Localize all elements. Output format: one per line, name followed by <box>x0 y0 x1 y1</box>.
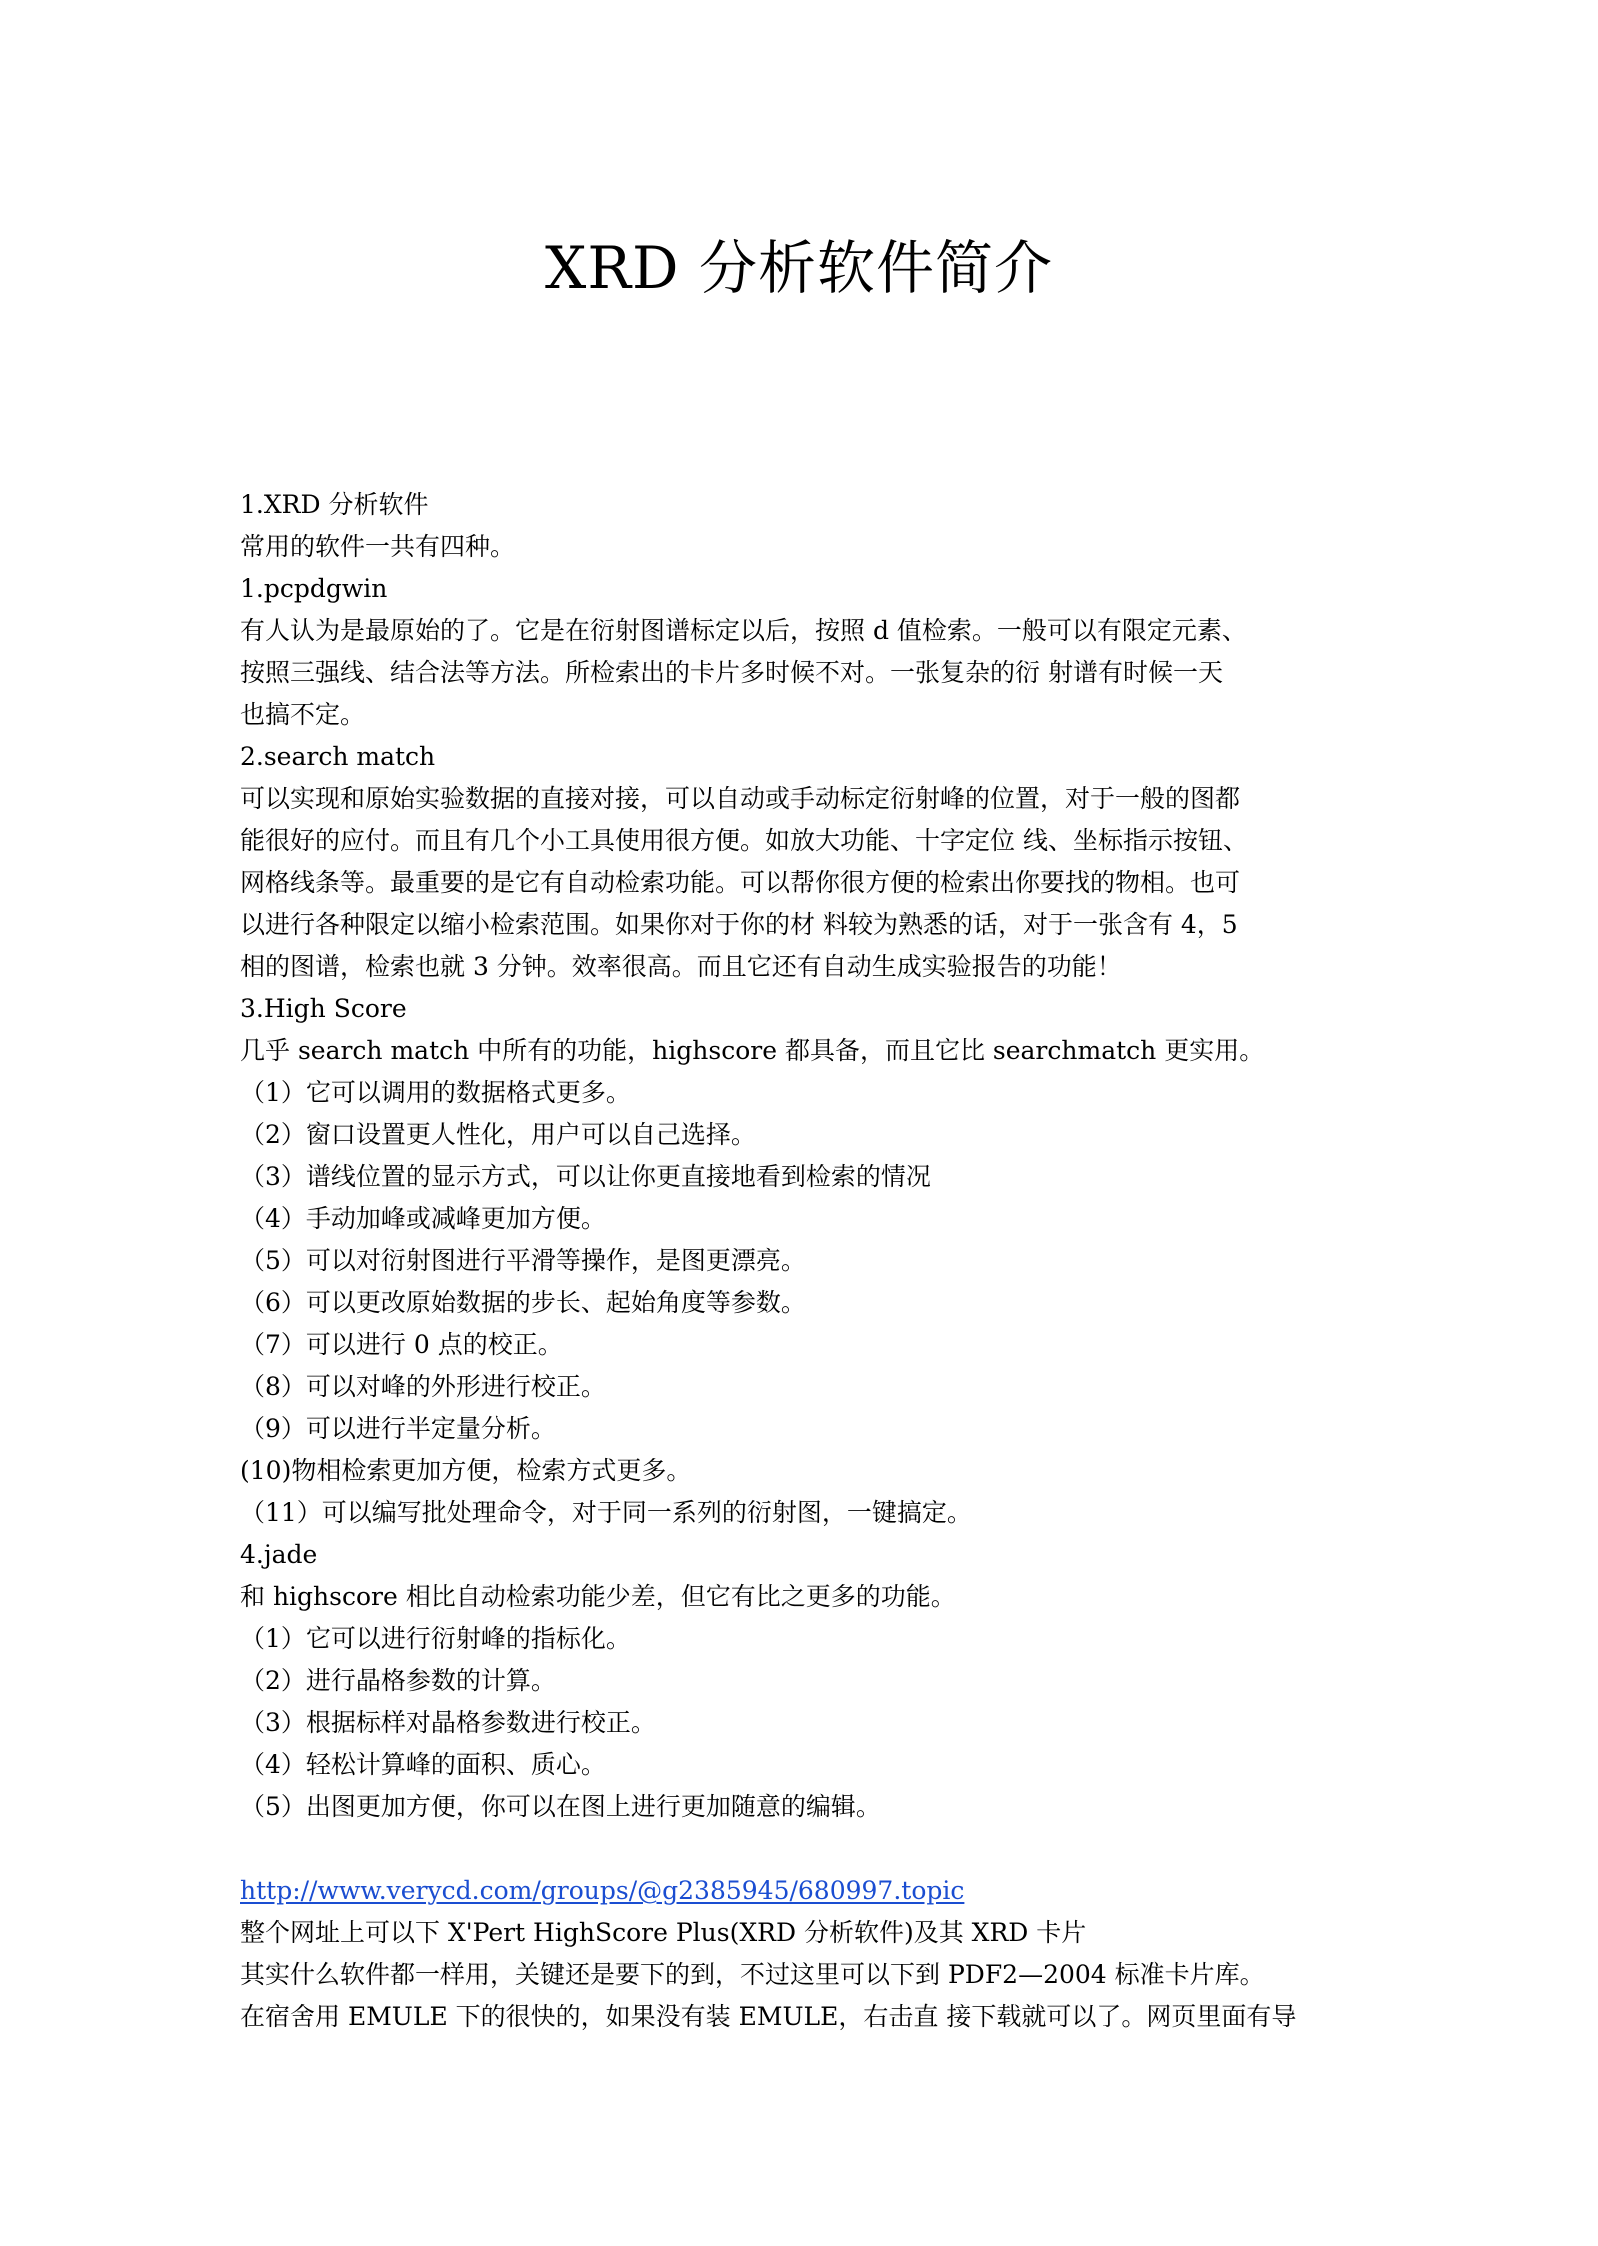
paragraph-line: 几乎 search match 中所有的功能，highscore 都具备，而且它比 searchmatch 更实用。 <box>240 1036 1265 1065</box>
software-heading-pcpdgwin: 1.pcpdgwin <box>240 574 388 603</box>
paragraph-line: 可以实现和原始实验数据的直接对接，可以自动或手动标定衍射峰的位置，对于一般的图都 <box>240 784 1241 813</box>
paragraph-line: 能很好的应付。而且有几个小工具使用很方便。如放大功能、十字定位 线、坐标指示按钮、 <box>240 826 1248 855</box>
list-item: （8）可以对峰的外形进行校正。 <box>240 1372 606 1401</box>
list-item: （4）轻松计算峰的面积、质心。 <box>240 1750 606 1779</box>
list-item: （7）可以进行 0 点的校正。 <box>240 1330 563 1359</box>
list-item: （3）谱线位置的显示方式，可以让你更直接地看到检索的情况 <box>240 1162 931 1191</box>
list-item: （11）可以编写批处理命令，对于同一系列的衍射图，一键搞定。 <box>240 1498 972 1527</box>
blank-line <box>240 1828 1360 1870</box>
list-item: （5）出图更加方便，你可以在图上进行更加随意的编辑。 <box>240 1792 881 1821</box>
document-body <box>240 484 1360 2038</box>
closing-line: 其实什么软件都一样用，关键还是要下的到，不过这里可以下到 PDF2—2004 标准卡片库。 <box>240 1960 1265 1989</box>
closing-line: 整个网址上可以下 X'Pert HighScore Plus(XRD 分析软件)及其 XRD 卡片 <box>240 1918 1087 1947</box>
software-heading-search-match: 2.search match <box>240 742 436 771</box>
paragraph-line: 相的图谱，检索也就 3 分钟。效率很高。而且它还有自动生成实验报告的功能！ <box>240 952 1122 981</box>
list-item: （5）可以对衍射图进行平滑等操作，是图更漂亮。 <box>240 1246 806 1275</box>
section-heading: 1.XRD 分析软件 <box>240 490 429 519</box>
paragraph-line: 网格线条等。最重要的是它有自动检索功能。可以帮你很方便的检索出你要找的物相。也可 <box>240 868 1241 897</box>
software-heading-jade: 4.jade <box>240 1540 318 1569</box>
intro-text: 常用的软件一共有四种。 <box>240 532 516 561</box>
list-item: （4）手动加峰或减峰更加方便。 <box>240 1204 606 1233</box>
list-item: （3）根据标样对晶格参数进行校正。 <box>240 1708 656 1737</box>
list-item: （1）它可以进行衍射峰的指标化。 <box>240 1624 631 1653</box>
list-item: （9）可以进行半定量分析。 <box>240 1414 556 1443</box>
list-item: （2）窗口设置更人性化，用户可以自己选择。 <box>240 1120 756 1149</box>
list-item: (10)物相检索更加方便，检索方式更多。 <box>240 1456 692 1485</box>
closing-line: 在宿舍用 EMULE 下的很快的，如果没有装 EMULE，右击直 接下载就可以了。网页里面有导 <box>240 2002 1297 2031</box>
software-heading-high-score: 3.High Score <box>240 994 407 1023</box>
page-title: XRD 分析软件简介 <box>545 234 1053 302</box>
list-item: （6）可以更改原始数据的步长、起始角度等参数。 <box>240 1288 806 1317</box>
paragraph-line: 和 highscore 相比自动检索功能少差，但它有比之更多的功能。 <box>240 1582 956 1611</box>
paragraph-line: 按照三强线、结合法等方法。所检索出的卡片多时候不对。一张复杂的衍 射谱有时候一天 <box>240 658 1223 687</box>
list-item: （2）进行晶格参数的计算。 <box>240 1666 556 1695</box>
paragraph-line: 以进行各种限定以缩小检索范围。如果你对于你的材 料较为熟悉的话，对于一张含有 4，5 <box>240 910 1238 939</box>
download-link-line <box>240 1870 1360 1912</box>
paragraph-line: 也搞不定。 <box>240 700 366 729</box>
list-item: （1）它可以调用的数据格式更多。 <box>240 1078 631 1107</box>
download-link[interactable]: http://www.verycd.com/groups/@g2385945/680997.topic <box>240 1876 965 1905</box>
paragraph-line: 有人认为是最原始的了。它是在衍射图谱标定以后，按照 d 值检索。一般可以有限定元素、 <box>240 616 1247 645</box>
